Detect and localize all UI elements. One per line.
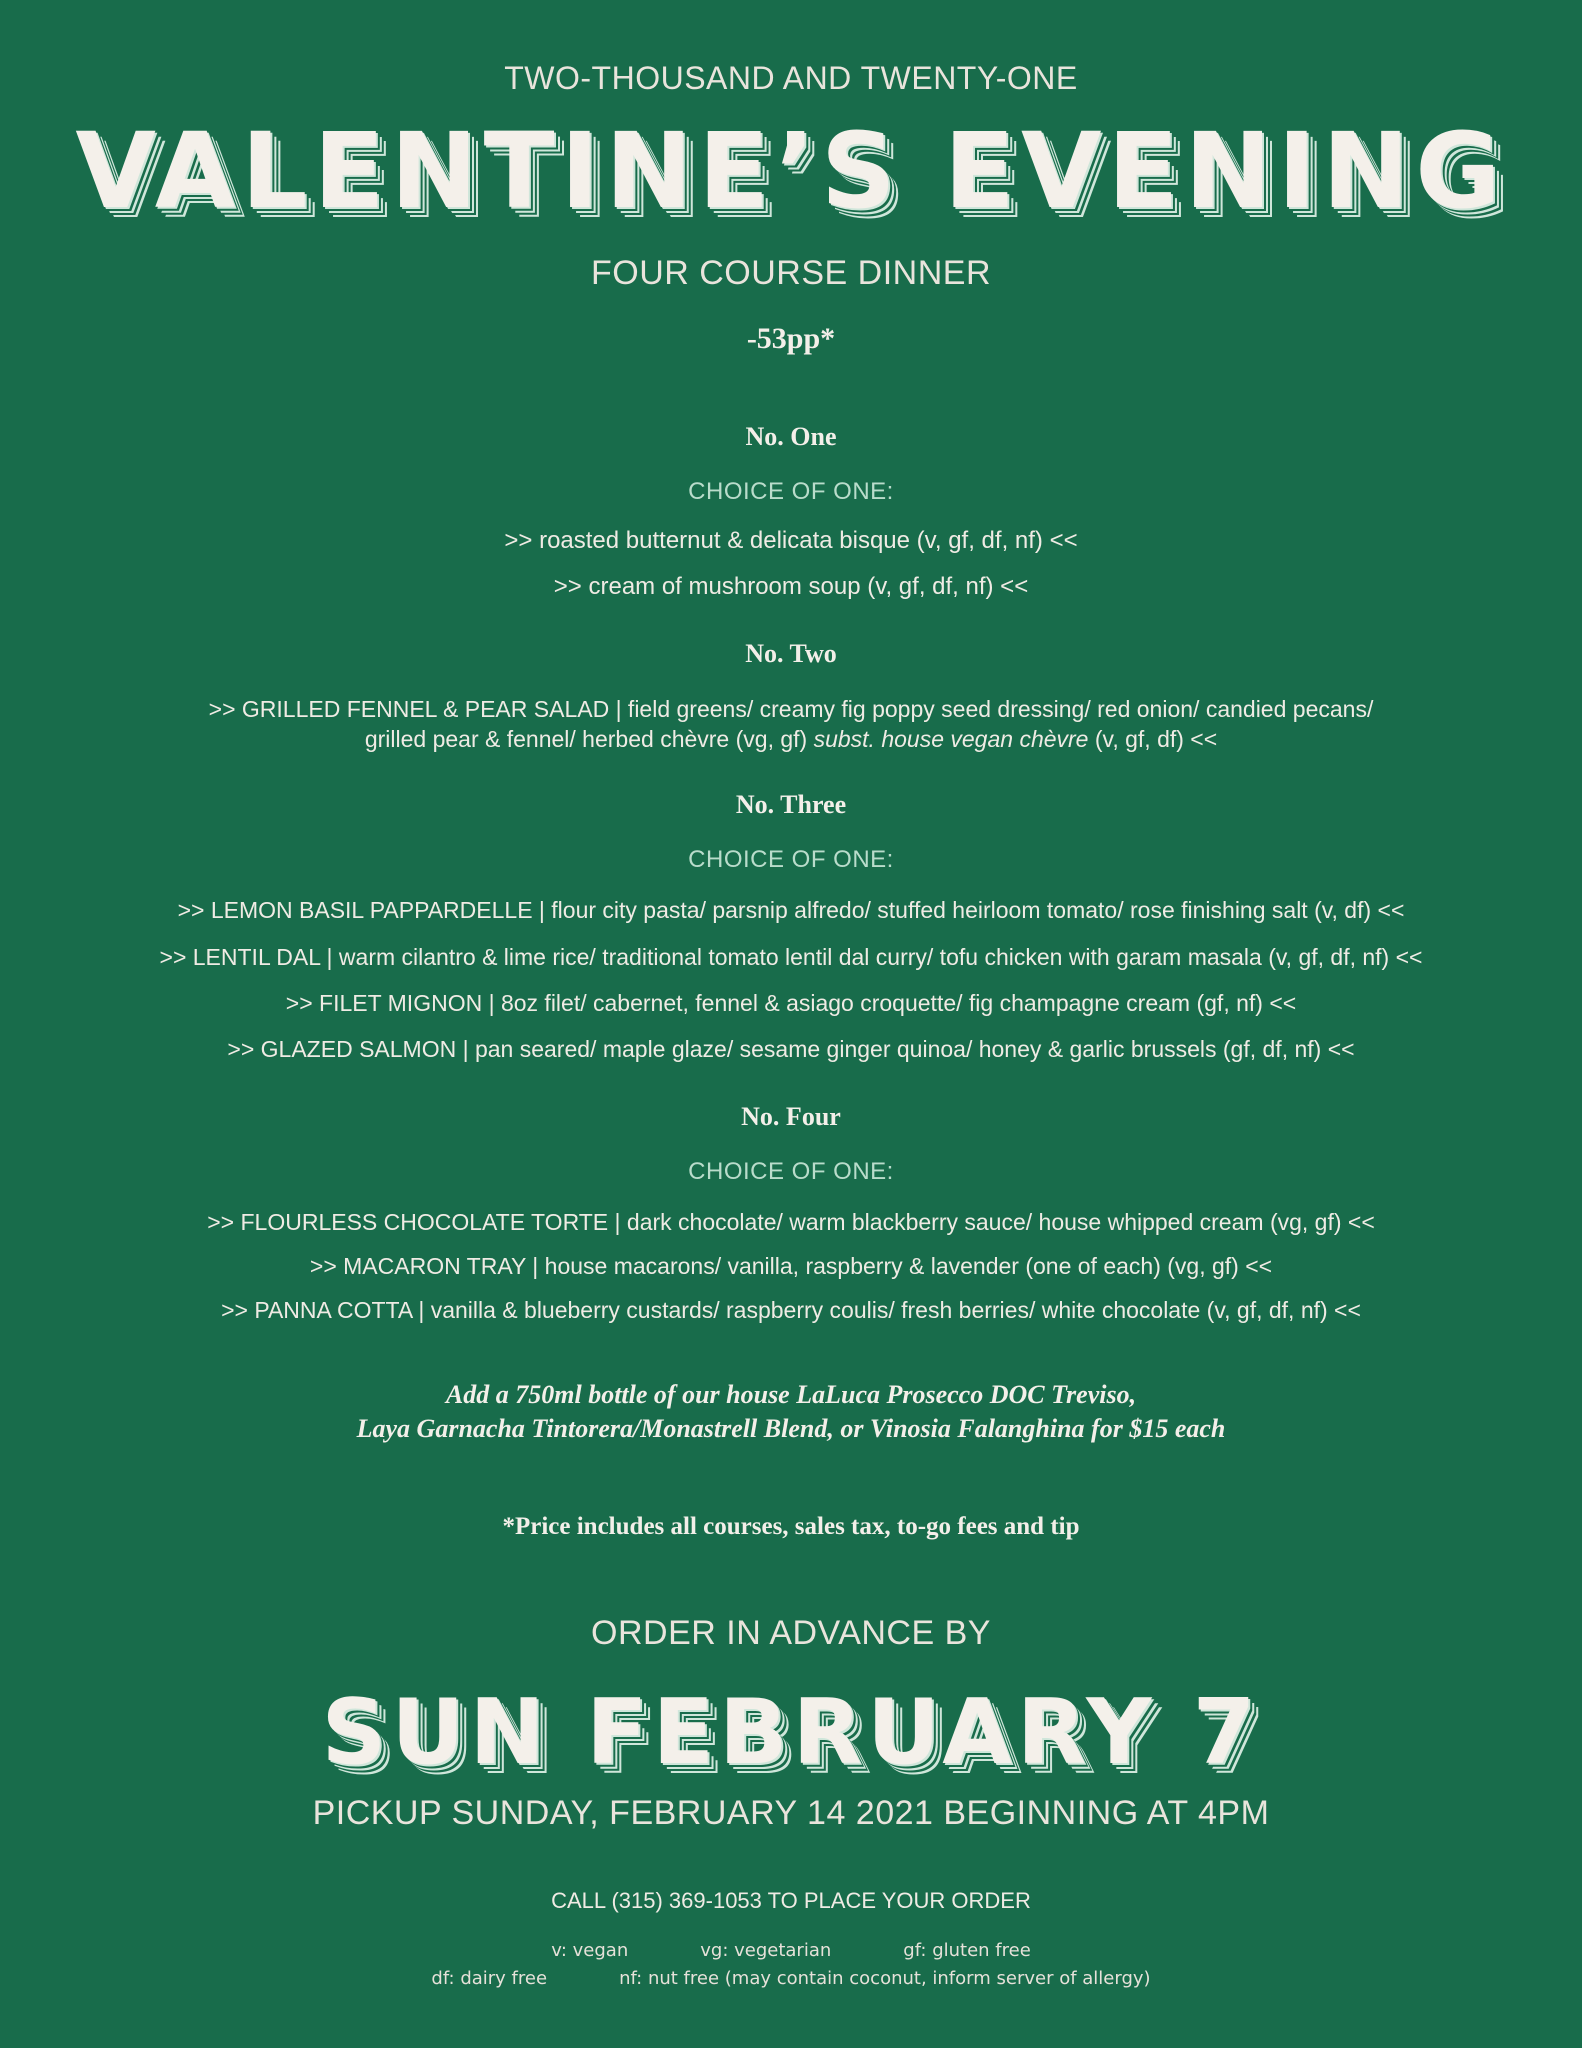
year-line: TWO-THOUSAND AND TWENTY-ONE [504, 60, 1078, 96]
wine-offer-line1: Add a 750ml bottle of our house LaLuca Prosecco DOC Treviso, [445, 1380, 1137, 1409]
course-heading-two: No. Two [745, 639, 837, 668]
wine-offer-line2: Laya Garnacha Tintorera/Monastrell Blend, or Vinosia Falanghina for $15 each [356, 1414, 1226, 1443]
price: -53pp* [746, 322, 836, 355]
subtitle: FOUR COURSE DINNER [590, 254, 992, 292]
legend-gluten-free: gf: gluten free [903, 1940, 1031, 1961]
menu-item: >> FILET MIGNON | 8oz filet/ cabernet, fennel & asiago croquette/ fig champagne cream (gf, nf) << [285, 990, 1297, 1016]
legend-dairy-free: df: dairy free [431, 1968, 548, 1989]
legend-vegetarian: vg: vegetarian [700, 1940, 832, 1961]
menu-item: >> LENTIL DAL | warm cilantro & lime rice/ traditional tomato lentil dal curry/ tofu chicken with garam masala (v, gf, df, nf) << [159, 944, 1423, 970]
pickup-info: PICKUP SUNDAY, FEBRUARY 14 2021 BEGINNING AT 4PM [312, 1794, 1270, 1832]
course-heading-three: No. Three [735, 790, 847, 819]
price-note: *Price includes all courses, sales tax, to-go fees and tip [502, 1513, 1080, 1540]
menu-item: >> PANNA COTTA | vanilla & blueberry custards/ raspberry coulis/ fresh berries/ white chocolate (v, gf, df, nf) << [221, 1297, 1361, 1323]
course-heading-four: No. Four [741, 1102, 841, 1131]
order-deadline: SUN FEBRUARY 7 [321, 1680, 1261, 1785]
menu-item: >> roasted butternut & delicata bisque (v, gf, df, nf) << [504, 527, 1078, 554]
order-advance-label: ORDER IN ADVANCE BY [591, 1614, 991, 1652]
menu-item: >> cream of mushroom soup (v, gf, df, nf) << [553, 573, 1029, 600]
menu-item: >> LEMON BASIL PAPPARDELLE | flour city pasta/ parsnip alfredo/ stuffed heirloom tomato/ rose finishing salt (v, df) << [177, 897, 1405, 923]
choice-label: CHOICE OF ONE: [688, 846, 894, 873]
menu-item: >> MACARON TRAY | house macarons/ vanilla, raspberry & lavender (one of each) (vg, gf) << [309, 1253, 1273, 1279]
menu-item: >> FLOURLESS CHOCOLATE TORTE | dark chocolate/ warm blackberry sauce/ house whipped cream (vg, gf) << [207, 1209, 1375, 1235]
legend-nut-free: nf: nut free (may contain coconut, inform server of allergy) [619, 1968, 1151, 1989]
course-heading-one: No. One [745, 422, 837, 451]
menu-item-substitution: subst. house vegan chèvre [813, 726, 1089, 752]
dietary-legend-row1 [0, 1940, 1582, 1961]
page-title: VALENTINE’S EVENING [75, 110, 1507, 232]
choice-label: CHOICE OF ONE: [688, 478, 894, 505]
menu-item: >> GLAZED SALMON | pan seared/ maple glaze/ sesame ginger quinoa/ honey & garlic brussels (gf, df, nf) << [227, 1036, 1355, 1062]
menu-item: >> GRILLED FENNEL & PEAR SALAD | field greens/ creamy fig poppy seed dressing/ red onion/ candied pecans/ [208, 696, 1374, 722]
menu-item-text: (v, gf, df) << [1088, 726, 1218, 752]
menu-item-continued [0, 726, 1582, 753]
dietary-legend-row2 [0, 1968, 1582, 1989]
menu-item-text: grilled pear & fennel/ herbed chèvre (vg, gf) [364, 726, 814, 752]
choice-label: CHOICE OF ONE: [688, 1158, 894, 1185]
call-to-order: CALL (315) 369-1053 TO PLACE YOUR ORDER [551, 1888, 1031, 1913]
legend-vegan: v: vegan [551, 1940, 629, 1961]
